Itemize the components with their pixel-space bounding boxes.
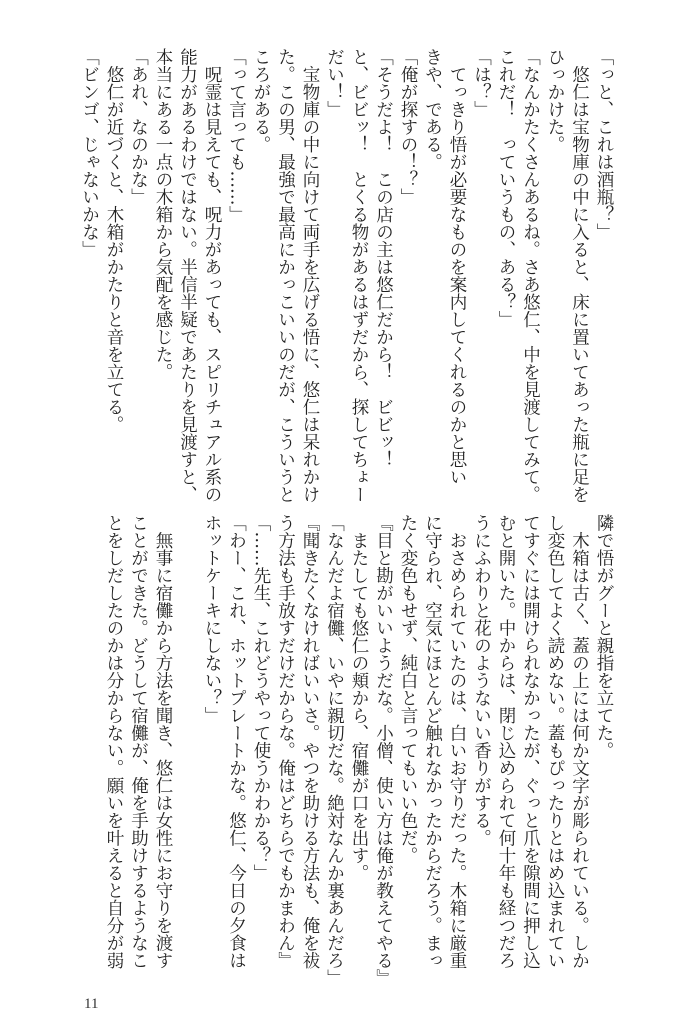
text-line: とをしだしたのかは分からない。願いを叶えると自分が弱 [104, 514, 124, 969]
text-line: またしても悠仁の頬から、宿儺が口を出す。 [349, 514, 369, 882]
text-line: 本当にある一点の木箱から気配を感じた。 [153, 48, 173, 381]
text-line: これだ！ っていうもの、ある？」 [496, 48, 516, 328]
text-line: てっきり悟が必要なものを案内してくれるのかと思い [447, 48, 467, 486]
text-line: と、ビビッ！ とくる物があるはずだから、探してちょー [349, 48, 369, 503]
text-line: 『聞きたくなければいいさ。やつを助ける方法も、俺を祓 [300, 514, 320, 969]
text-line: 「ビンゴ、じゃないかな」 [79, 48, 100, 258]
text-line: うにふわりと花のようないい香りがする。 [471, 514, 492, 847]
text-line: たく変色もせず、純白と言ってもいい色だ。 [398, 514, 418, 864]
lower-text-block [76, 514, 616, 990]
text-line: むと開いた。中からは、閉じ込められて何十年も経つだろ [496, 514, 516, 969]
text-line: 隣で悟がグーと親指を立てた。 [594, 514, 614, 759]
text-line: 「って言っても……」 [226, 48, 247, 223]
upper-text-block [76, 48, 616, 506]
text-line [175, 514, 200, 990]
text-line: 悠仁が近づくと、木箱がかたりと音を立てる。 [104, 48, 124, 433]
text-line: 「あれ、なのかな」 [128, 48, 149, 206]
text-line: きや、である。 [422, 48, 443, 171]
text-line: 悠仁は宝物庫の中に入ると、床に置いてあった瓶に足を [569, 48, 590, 503]
text-line: ころがある。 [251, 48, 271, 153]
text-line: 「わー、これ、ホットプレートかな。悠仁、今日の夕食は [226, 514, 247, 969]
text-line: 「なんかたくさんあるね。さあ悠仁、中を見渡してみて。 [520, 48, 541, 503]
text-line: だい！」 [324, 48, 345, 118]
text-line: 無事に宿儺から方法を聞き、悠仁は女性にお守りを渡す [153, 514, 173, 969]
text-line: 「なんだよ宿儺、いやに親切だな。絶対なんか裏あんだろ」 [324, 514, 345, 987]
text-line: ことができた。どうして宿儺が、俺を手助けするようなこ [128, 514, 149, 969]
text-line: てすぐには開けられなかったが、ぐっと爪を隙間に押し込 [520, 514, 541, 969]
text-line: 能力があるわけではない。半信半疑であたりを見渡すと、 [177, 48, 198, 503]
text-line: ひっかけた。 [545, 48, 565, 153]
text-line: 「……先生、これどうやって使うかわかる？」 [251, 514, 271, 882]
text-line: う方法も手放すだけだからな。俺はどちらでもかまわん』 [275, 514, 296, 969]
text-line: 「俺が探すの！？」 [398, 48, 418, 206]
text-line: 宝物庫の中に向けて両手を広げる悟に、悠仁は呆れかけ [300, 48, 320, 503]
text-line: し変色してよく読めない。蓋もぴったりとはめ込まれてい [545, 514, 565, 969]
text-line: 『目と勘がいいようだな。小僧、使い方は俺が教えてやる』 [373, 514, 394, 987]
text-line: おさめられていたのは、白いお守りだった。木箱に厳重 [447, 514, 467, 969]
text-line: 木箱は古く、蓋の上には何か文字が彫られている。しか [569, 514, 590, 969]
text-line: 「そうだよ！ この店の主は悠仁だから！ ビビッ！ [373, 48, 394, 468]
page-number: 11 [84, 996, 99, 1012]
text-line: 呪霊は見えても、呪力があっても、スピリチュアル系の [202, 48, 222, 503]
text-line: 「っと、これは酒瓶？」 [594, 48, 614, 241]
text-line: ホットケーキにしない？」 [202, 514, 222, 724]
text-line: 「は？」 [471, 48, 492, 118]
text-line: た。この男、最強で最高にかっこいいのだが、こういうと [275, 48, 296, 503]
text-line: に守られ、空気にほとんど触れなかったからだろう。まっ [422, 514, 443, 969]
